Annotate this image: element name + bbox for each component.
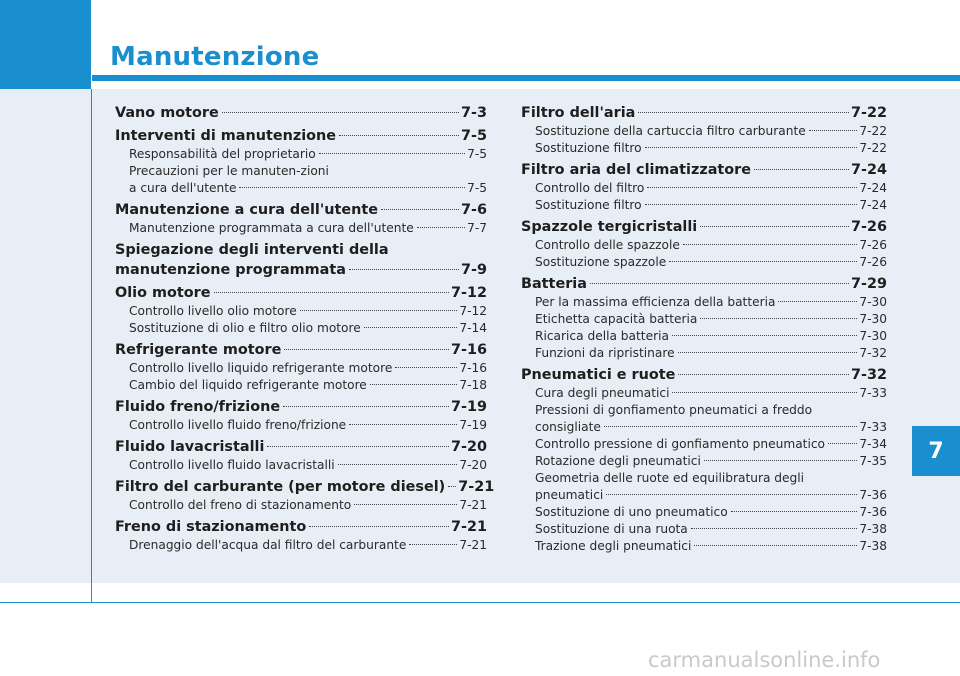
toc-entry-page: 7-30: [859, 329, 887, 343]
toc-subentry[interactable]: [115, 497, 487, 514]
watermark: carmanualsonline.info: [648, 648, 881, 672]
dot-leader: [638, 112, 849, 113]
toc-column-left: [115, 103, 495, 554]
toc-subentry-line: Precauzioni per le manuten-zioni: [129, 164, 329, 178]
toc-entry-title: a cura dell'utente: [129, 181, 237, 195]
dot-leader: [778, 301, 857, 302]
toc-entry-title: Per la massima efficienza della batteria: [535, 295, 776, 309]
toc-entry-page: 7-19: [459, 418, 487, 432]
toc-entry-page: 7-5: [467, 181, 487, 195]
toc-entry-title: Refrigerante motore: [115, 342, 282, 358]
toc-entry-page: 7-38: [859, 539, 887, 553]
dot-leader: [731, 511, 858, 512]
toc-entry-title: Sostituzione di uno pneumatico: [535, 505, 728, 519]
toc-entry-title: Batteria: [521, 276, 587, 292]
dot-leader: [338, 464, 458, 465]
toc-subentry[interactable]: [521, 453, 887, 470]
toc-subentry-line: Pressioni di gonfiamento pneumatici a freddo: [535, 403, 813, 417]
toc-subentry[interactable]: [115, 360, 487, 377]
toc-entry-page: 7-3: [461, 105, 487, 121]
toc-entry-page: 7-21: [458, 479, 495, 495]
toc-entry-title: Olio motore: [115, 285, 211, 301]
toc-entry-title: Sostituzione di olio e filtro olio motore: [129, 321, 361, 335]
toc-subentry[interactable]: [115, 320, 487, 337]
dot-leader: [309, 526, 449, 527]
toc-entry-page: 7-21: [450, 519, 487, 535]
toc-subentry[interactable]: [521, 419, 887, 436]
toc-entry[interactable]: [521, 365, 887, 385]
toc-entry-title: Sostituzione filtro: [535, 198, 642, 212]
dot-leader: [319, 153, 465, 154]
toc-entry-page: 7-20: [459, 458, 487, 472]
page-title: Manutenzione: [110, 42, 320, 72]
toc-entry-page: 7-24: [850, 162, 887, 178]
toc-entry-title: Controllo livello olio motore: [129, 304, 297, 318]
toc-entry-page: 7-6: [461, 202, 487, 218]
toc-entry-title: Sostituzione spazzole: [535, 255, 667, 269]
toc-entry-title: Cambio del liquido refrigerante motore: [129, 378, 367, 392]
dot-leader: [672, 392, 857, 393]
toc-entry-title: Filtro del carburante (per motore diesel): [115, 479, 446, 495]
dot-leader: [645, 147, 858, 148]
toc-entry-title: Freno di stazionamento: [115, 519, 307, 535]
toc-entry-page: 7-30: [859, 312, 887, 326]
toc-entry-page: 7-20: [450, 439, 487, 455]
dot-leader: [239, 187, 465, 188]
toc-entry[interactable]: [115, 477, 495, 497]
toc-entry-title: Sostituzione di una ruota: [535, 522, 688, 536]
bottom-rule: [0, 602, 960, 603]
toc-entry-title: pneumatici: [535, 488, 604, 502]
dot-leader: [417, 227, 465, 228]
dot-leader: [395, 367, 457, 368]
toc-entry-page: 7-16: [459, 361, 487, 375]
dot-leader: [214, 292, 449, 293]
toc-entry-page: 7-26: [859, 238, 887, 252]
toc-subentry[interactable]: [115, 180, 487, 197]
toc-entry-title: Controllo livello liquido refrigerante motore: [129, 361, 393, 375]
toc-entry[interactable]: [115, 517, 487, 537]
dot-leader: [349, 424, 457, 425]
toc-entry-title: Funzioni da ripristinare: [535, 346, 675, 360]
toc-entry-page: 7-22: [859, 141, 887, 155]
toc-entry-page: 7-24: [859, 198, 887, 212]
dot-leader: [704, 460, 857, 461]
toc-entry-title: manutenzione programmata: [115, 262, 346, 278]
toc-entry-page: 7-22: [859, 124, 887, 138]
toc-entry[interactable]: [115, 200, 487, 220]
chapter-number: 7: [928, 438, 944, 464]
toc-entry-title: Ricarica della batteria: [535, 329, 669, 343]
dot-leader: [354, 504, 457, 505]
toc-entry-page: 7-38: [859, 522, 887, 536]
toc-entry-title: Cura degli pneumatici: [535, 386, 670, 400]
toc-entry-title: Sostituzione filtro: [535, 141, 642, 155]
toc-entry-page: 7-35: [859, 454, 887, 468]
toc-subentry[interactable]: [521, 487, 887, 504]
toc-subentry[interactable]: [521, 180, 887, 197]
toc-entry-title: Etichetta capacità batteria: [535, 312, 698, 326]
dot-leader: [809, 130, 858, 131]
dot-leader: [828, 443, 857, 444]
toc-subentry[interactable]: [521, 328, 887, 345]
dot-leader: [694, 545, 857, 546]
dot-leader: [683, 244, 857, 245]
toc-entry-title: Controllo del freno di stazionamento: [129, 498, 352, 512]
toc-entry-title: Interventi di manutenzione: [115, 128, 337, 144]
dot-leader: [645, 204, 858, 205]
toc-subentry-line: Geometria delle ruote ed equilibratura degli: [535, 471, 805, 485]
toc-subentry[interactable]: [521, 538, 887, 555]
toc-subentry[interactable]: [521, 237, 887, 254]
chapter-tab[interactable]: [912, 426, 960, 476]
toc-entry[interactable]: [521, 274, 887, 294]
toc-entry-page: 7-33: [859, 420, 887, 434]
toc-entry-page: 7-26: [859, 255, 887, 269]
dot-leader: [349, 269, 459, 270]
toc-entry[interactable]: [115, 397, 487, 417]
toc-entry-title: Fluido lavacristalli: [115, 439, 265, 455]
toc-subentry[interactable]: [521, 521, 887, 538]
dot-leader: [590, 283, 849, 284]
toc-entry-page: 7-33: [859, 386, 887, 400]
dot-leader: [267, 446, 449, 447]
toc-subentry[interactable]: [115, 377, 487, 394]
toc-subentry[interactable]: [115, 303, 487, 320]
toc-entry-page: 7-22: [850, 105, 887, 121]
toc-entry-page: 7-5: [467, 147, 487, 161]
dot-leader: [647, 187, 857, 188]
toc-subentry[interactable]: [521, 140, 887, 157]
toc-entry-page: 7-7: [467, 221, 487, 235]
toc-entry-title: Filtro dell'aria: [521, 105, 636, 121]
toc-entry-page: 7-18: [459, 378, 487, 392]
toc-entry-title: Sostituzione della cartuccia filtro carburante: [535, 124, 806, 138]
toc-entry-page: 7-5: [461, 128, 487, 144]
toc-entry-page: 7-19: [450, 399, 487, 415]
toc-entry-page: 7-12: [459, 304, 487, 318]
toc-entry[interactable]: [115, 260, 487, 280]
toc-entry-title: Trazione degli pneumatici: [535, 539, 692, 553]
toc-entry-page: 7-32: [859, 346, 887, 360]
toc-entry-page: 7-24: [859, 181, 887, 195]
toc-entry-page: 7-16: [450, 342, 487, 358]
corner-block: [0, 0, 91, 89]
toc-entry-page: 7-26: [850, 219, 887, 235]
toc-subentry[interactable]: [521, 123, 887, 140]
toc-entry-title: Controllo livello fluido freno/frizione: [129, 418, 347, 432]
toc-subentry[interactable]: [115, 220, 487, 237]
toc-subentry[interactable]: [115, 457, 487, 474]
toc-entry[interactable]: [521, 217, 887, 237]
toc-entry-page: 7-9: [461, 262, 487, 278]
toc-entry[interactable]: [115, 103, 487, 123]
dot-leader: [700, 226, 849, 227]
toc-subentry[interactable]: [521, 254, 887, 271]
dot-leader: [300, 310, 458, 311]
dot-leader: [409, 544, 457, 545]
toc-entry-line: Spiegazione degli interventi della: [115, 242, 389, 258]
toc-entry-page: 7-30: [859, 295, 887, 309]
title-underline: [92, 75, 960, 81]
toc-entry-title: Spazzole tergicristalli: [521, 219, 698, 235]
toc-entry-title: Vano motore: [115, 105, 219, 121]
toc-entry[interactable]: [115, 437, 487, 457]
dot-leader: [669, 261, 857, 262]
toc-entry-page: 7-29: [850, 276, 887, 292]
vertical-rule: [91, 89, 92, 602]
toc-entry[interactable]: [115, 340, 487, 360]
toc-subentry[interactable]: [115, 537, 487, 554]
dot-leader: [381, 209, 459, 210]
toc-entry[interactable]: [521, 160, 887, 180]
dot-leader: [691, 528, 858, 529]
toc-subentry[interactable]: [521, 385, 887, 402]
toc-entry-page: 7-34: [859, 437, 887, 451]
toc-entry-page: 7-32: [850, 367, 887, 383]
toc-subentry[interactable]: [521, 197, 887, 214]
toc-entry-title: Rotazione degli pneumatici: [535, 454, 701, 468]
dot-leader: [283, 406, 449, 407]
dot-leader: [364, 327, 458, 328]
toc-entry-title: Controllo pressione di gonfiamento pneumatico: [535, 437, 825, 451]
toc-entry-page: 7-36: [859, 488, 887, 502]
toc-subentry[interactable]: [521, 294, 887, 311]
toc-subentry[interactable]: [521, 345, 887, 362]
toc-entry-title: Controllo del filtro: [535, 181, 645, 195]
toc-entry-page: 7-14: [459, 321, 487, 335]
toc-entry[interactable]: [115, 283, 487, 303]
toc-entry-title: Filtro aria del climatizzatore: [521, 162, 752, 178]
dot-leader: [284, 349, 449, 350]
toc-subentry[interactable]: [521, 504, 887, 521]
dot-leader: [678, 352, 858, 353]
toc-subentry[interactable]: [115, 146, 487, 163]
toc-entry-title: Controllo delle spazzole: [535, 238, 680, 252]
toc-subentry[interactable]: [521, 311, 887, 328]
toc-entry[interactable]: [521, 103, 887, 123]
toc-subentry[interactable]: [521, 436, 887, 453]
toc-entry-title: Responsabilità del proprietario: [129, 147, 316, 161]
dot-leader: [678, 374, 849, 375]
dot-leader: [700, 318, 857, 319]
toc-entry-page: 7-21: [459, 538, 487, 552]
toc-column-right: [521, 103, 887, 555]
dot-leader: [448, 486, 456, 487]
toc-entry-title: Pneumatici e ruote: [521, 367, 676, 383]
toc-entry-page: 7-36: [859, 505, 887, 519]
dot-leader: [606, 494, 857, 495]
toc-subentry[interactable]: [115, 417, 487, 434]
toc-entry-page: 7-12: [450, 285, 487, 301]
toc-entry-title: Fluido freno/frizione: [115, 399, 281, 415]
toc-entry-title: consigliate: [535, 420, 601, 434]
toc-entry-page: 7-21: [459, 498, 487, 512]
dot-leader: [604, 426, 857, 427]
dot-leader: [672, 335, 857, 336]
toc-entry-title: Drenaggio dell'acqua dal filtro del carburante: [129, 538, 407, 552]
dot-leader: [222, 112, 459, 113]
toc-entry-title: Manutenzione a cura dell'utente: [115, 202, 379, 218]
toc-entry[interactable]: [115, 126, 487, 146]
dot-leader: [754, 169, 849, 170]
toc-entry-title: Manutenzione programmata a cura dell'utente: [129, 221, 414, 235]
dot-leader: [339, 135, 459, 136]
toc-entry-title: Controllo livello fluido lavacristalli: [129, 458, 335, 472]
dot-leader: [370, 384, 458, 385]
